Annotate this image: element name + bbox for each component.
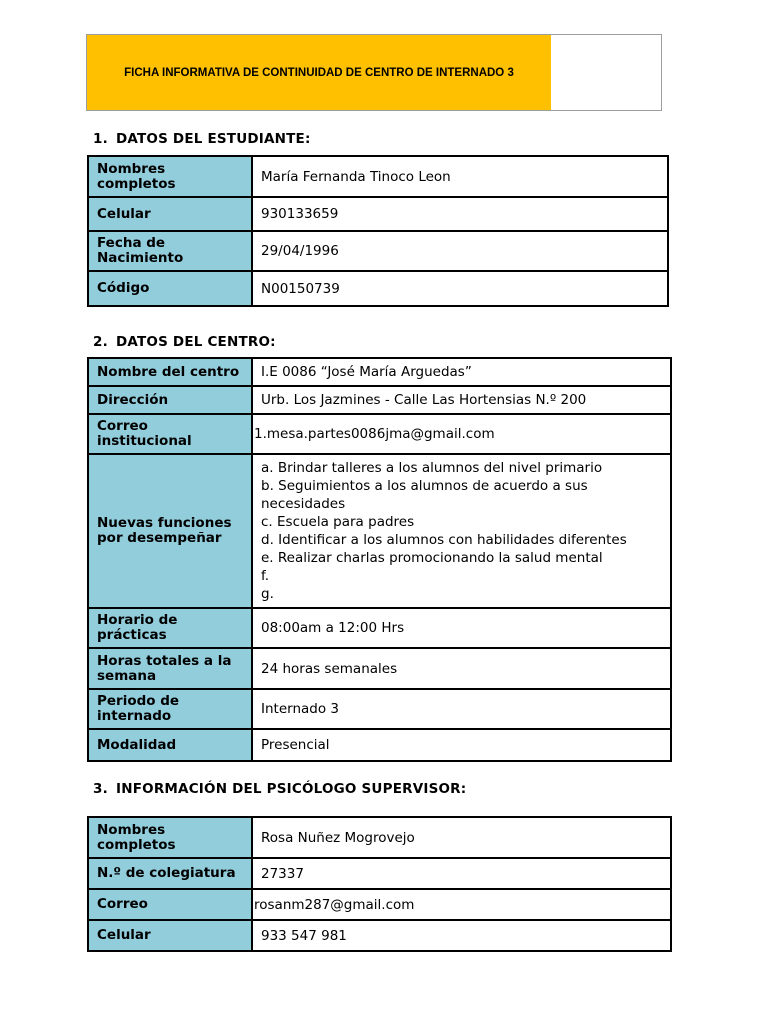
function-item: f. bbox=[261, 568, 270, 584]
student-code-value: N00150739 bbox=[252, 271, 668, 306]
student-birthdate-value: 29/04/1996 bbox=[252, 231, 668, 271]
row-label: Fecha de Nacimiento bbox=[88, 231, 252, 271]
function-item: g. bbox=[261, 586, 274, 602]
section-heading-center bbox=[93, 334, 276, 350]
table-row bbox=[88, 889, 671, 920]
center-table bbox=[87, 357, 672, 762]
table-row bbox=[88, 231, 668, 271]
table-row bbox=[88, 648, 671, 689]
section-title: INFORMACIÓN DEL PSICÓLOGO SUPERVISOR: bbox=[116, 781, 467, 797]
section-title: DATOS DEL CENTRO: bbox=[116, 334, 276, 350]
section-heading-supervisor bbox=[93, 781, 466, 797]
table-row bbox=[88, 858, 671, 889]
function-item: b. Seguimientos a los alumnos de acuerdo a sus necesidades bbox=[261, 478, 588, 512]
functions-list bbox=[252, 454, 671, 608]
schedule-value: 08:00am a 12:00 Hrs bbox=[252, 608, 671, 648]
row-label: N.º de colegiatura bbox=[88, 858, 252, 889]
table-row bbox=[88, 156, 668, 197]
function-item: d. Identificar a los alumnos con habilidades diferentes bbox=[261, 532, 627, 548]
section-number: 1. bbox=[93, 131, 108, 147]
table-row bbox=[88, 358, 671, 386]
table-row bbox=[88, 729, 671, 761]
center-email-value: 1.mesa.partes0086jma@gmail.com bbox=[252, 414, 671, 454]
section-heading-student bbox=[93, 131, 311, 147]
weekly-hours-value: 24 horas semanales bbox=[252, 648, 671, 689]
student-name-value: María Fernanda Tinoco Leon bbox=[252, 156, 668, 197]
row-label: Dirección bbox=[88, 386, 252, 414]
table-row bbox=[88, 271, 668, 306]
row-label: Celular bbox=[88, 920, 252, 951]
row-label: Nombres completos bbox=[88, 817, 252, 858]
header-box bbox=[86, 34, 662, 111]
row-label: Horario de prácticas bbox=[88, 608, 252, 648]
student-phone-value: 930133659 bbox=[252, 197, 668, 231]
document-title: FICHA INFORMATIVA DE CONTINUIDAD DE CENTRO DE INTERNADO 3 bbox=[87, 35, 551, 110]
supervisor-table bbox=[87, 816, 672, 952]
row-label: Periodo de internado bbox=[88, 689, 252, 729]
section-number: 3. bbox=[93, 781, 108, 797]
supervisor-phone-value: 933 547 981 bbox=[252, 920, 671, 951]
row-label: Horas totales a la semana bbox=[88, 648, 252, 689]
table-row bbox=[88, 608, 671, 648]
table-row bbox=[88, 197, 668, 231]
table-row bbox=[88, 920, 671, 951]
function-item: c. Escuela para padres bbox=[261, 514, 415, 530]
function-item: a. Brindar talleres a los alumnos del nivel primario bbox=[261, 460, 603, 476]
table-row bbox=[88, 454, 671, 608]
table-row bbox=[88, 386, 671, 414]
center-name-value: I.E 0086 “José María Arguedas” bbox=[252, 358, 671, 386]
row-label: Nuevas funciones por desempeñar bbox=[88, 454, 252, 608]
supervisor-name-value: Rosa Nuñez Mogrovejo bbox=[252, 817, 671, 858]
row-label: Código bbox=[88, 271, 252, 306]
row-label: Modalidad bbox=[88, 729, 252, 761]
student-table bbox=[87, 155, 669, 307]
row-label: Nombre del centro bbox=[88, 358, 252, 386]
internship-period-value: Internado 3 bbox=[252, 689, 671, 729]
license-number-value: 27337 bbox=[252, 858, 671, 889]
supervisor-email-value: rosanm287@gmail.com bbox=[252, 889, 671, 920]
table-row bbox=[88, 689, 671, 729]
center-address-value: Urb. Los Jazmines - Calle Las Hortensias N.º 200 bbox=[252, 386, 671, 414]
row-label: Correo bbox=[88, 889, 252, 920]
table-row bbox=[88, 414, 671, 454]
table-row bbox=[88, 817, 671, 858]
row-label: Celular bbox=[88, 197, 252, 231]
row-label: Correo institucional bbox=[88, 414, 252, 454]
section-number: 2. bbox=[93, 334, 108, 350]
modality-value: Presencial bbox=[252, 729, 671, 761]
function-item: e. Realizar charlas promocionando la salud mental bbox=[261, 550, 603, 566]
row-label: Nombres completos bbox=[88, 156, 252, 197]
section-title: DATOS DEL ESTUDIANTE: bbox=[116, 131, 311, 147]
